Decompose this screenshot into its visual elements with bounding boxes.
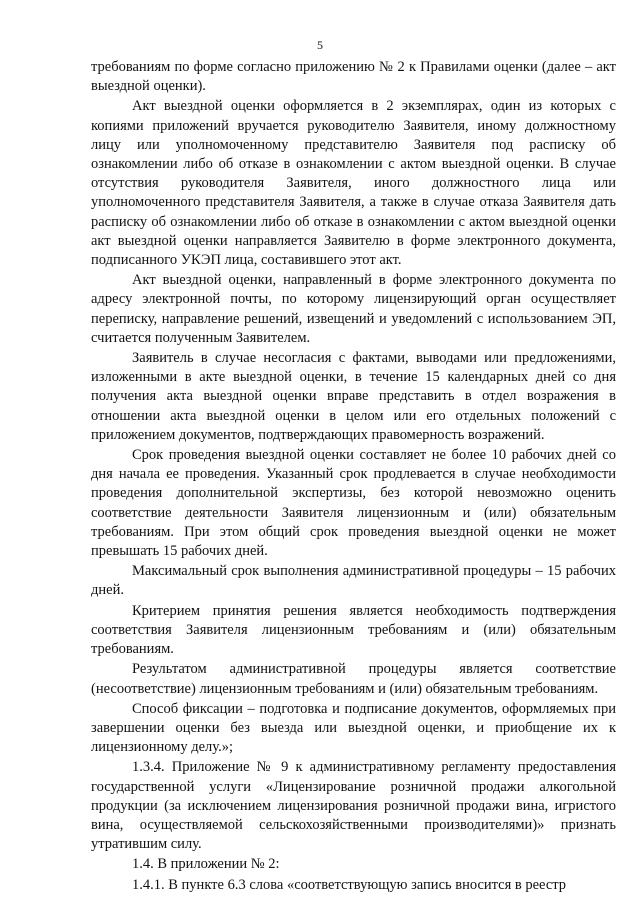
paragraph-9: Способ фиксации – подготовка и подписание документов, оформляемых при завершении оценки без выезда или выездной оценки, и приобщение их к лицензионному делу.»; — [91, 700, 616, 756]
paragraph-10: 1.3.4. Приложение № 9 к административному регламенту предоставления государственной услуги «Лицензирование розничной продажи алкогольной продукции (за исключением лицензирования розничной продажи вина, игристого вина, осуществляемой сельскохозяйственными производителями)» признать утратившим силу. — [91, 759, 616, 853]
document-body — [91, 58, 616, 896]
paragraph-5: Срок проведения выездной оценки составляет не более 10 рабочих дней со дня начала ее проведения. Указанный срок продлевается в случае необходимости проведения дополнительной экспертизы, без которой невозможно оценить соответствие деятельности Заявителя лицензионным и (или) обязательным требованиям. При этом общий срок проведения выездной оценки не может превышать 15 рабочих дней. — [91, 447, 616, 560]
paragraph-2: Акт выездной оценки оформляется в 2 экземплярах, один из которых с копиями приложений вручается руководителю Заявителя, иному должностному лицу или уполномоченному представителю Заявителя под расписку об ознакомлении либо об отказе в ознакомлении с актом выездной оценки. В случае отсутствия руководителя Заявителя, иного должностного лица или уполномоченного представителя Заявителя, а также в случае отказа Заявителя дать расписку об ознакомлении либо об отказе в ознакомлении с актом выездной оценки акт выездной оценки направляется Заявителю в форме электронного документа, подписанного УКЭП лица, составившего этот акт. — [91, 98, 616, 269]
paragraph-7: Критерием принятия решения является необходимость подтверждения соответствия Заявителя лицензионным требованиям и (или) обязательным требованиям. — [91, 602, 616, 658]
paragraph-1: требованиям по форме согласно приложению № 2 к Правилами оценки (далее – акт выездной оценки). — [91, 59, 616, 95]
page-number: 5 — [317, 38, 323, 52]
paragraph-12: 1.4.1. В пункте 6.3 слова «соответствующую запись вносится в реестр — [132, 876, 567, 893]
paragraph-6: Максимальный срок выполнения административной процедуры – 15 рабочих дней. — [91, 563, 616, 599]
paragraph-4: Заявитель в случае несогласия с фактами, выводами или предложениями, изложенными в акте выездной оценки, в течение 15 календарных дней со дня получения акта выездной оценки вправе представить в отдел возражения в отношении акта выездной оценки в целом или его отдельных положений с приложением документов, подтверждающих правомерность возражений. — [91, 350, 616, 443]
paragraph-8: Результатом административной процедуры является соответствие (несоответствие) лицензионным требованиям и (или) обязательным требованиям. — [91, 661, 616, 697]
paragraph-11: 1.4. В приложении № 2: — [132, 856, 280, 873]
paragraph-3: Акт выездной оценки, направленный в форме электронного документа по адресу электронной почты, по которому лицензирующий орган осуществляет переписку, направление решений, извещений и уведомлений с использованием ЭП, считается полученным Заявителем. — [91, 272, 616, 346]
